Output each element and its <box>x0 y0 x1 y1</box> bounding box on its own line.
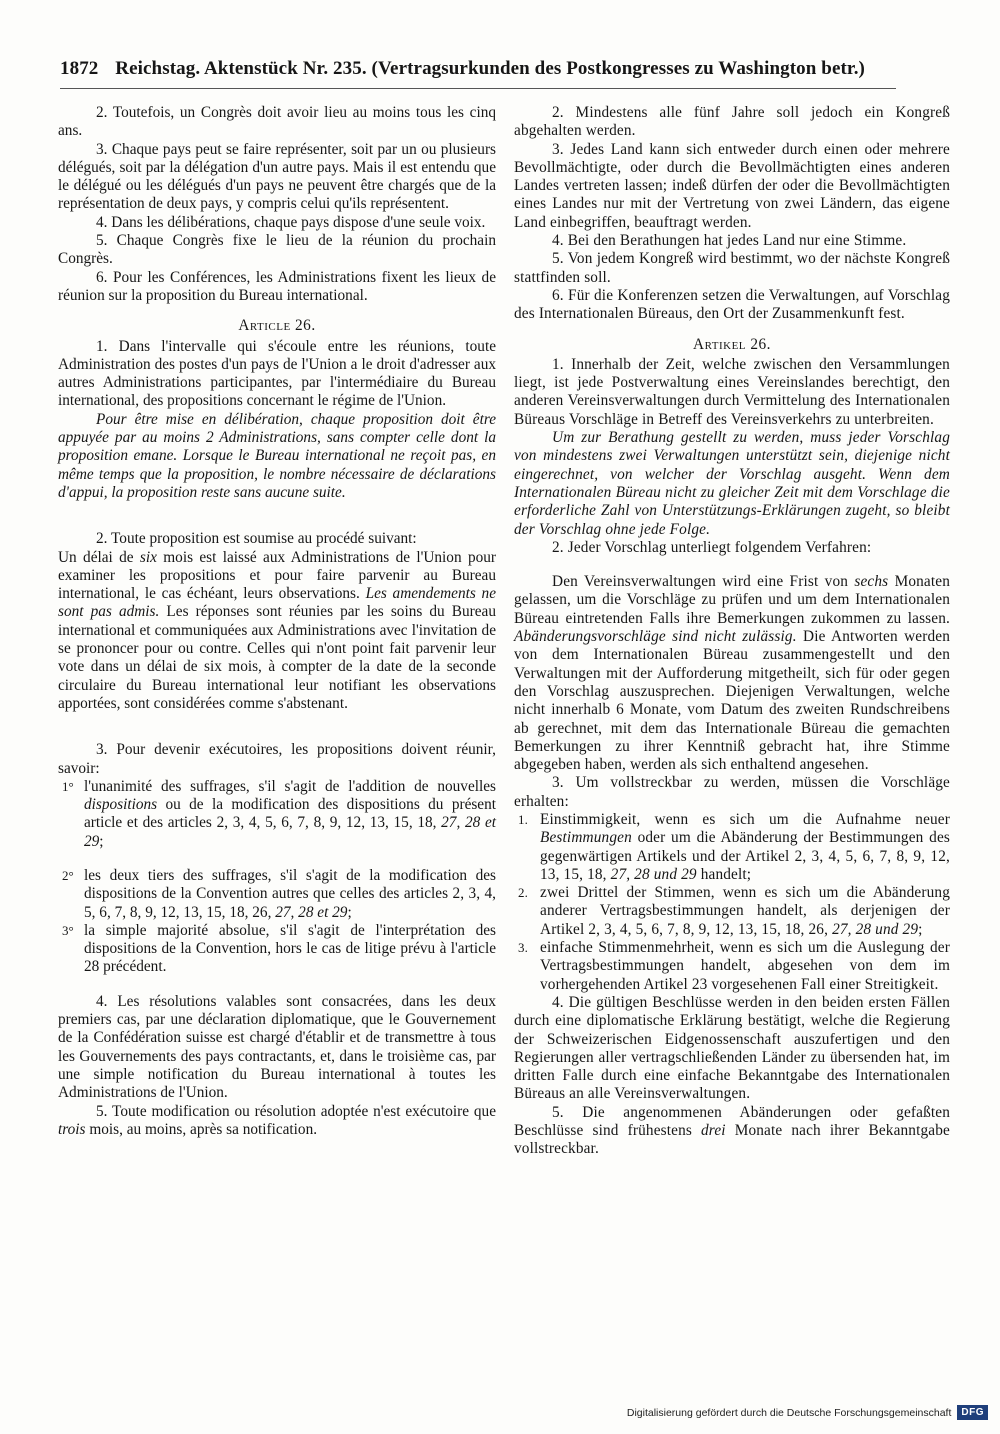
text-run: 27, 28 und 29 <box>832 920 919 938</box>
paragraph: 3. Chaque pays peut se faire représenter, soit par un ou plusieurs délégués, soit par la délégation d'un autre pays. Mais il est entendu que le délégué ou les délégués d'un pays ne peuvent être chargés que de la représentation de deux pays, y compris celui qu'ils représentent. <box>58 140 496 213</box>
list-item <box>58 778 496 851</box>
list-marker: 2. <box>518 885 529 901</box>
text-run: sechs <box>854 573 889 591</box>
text-run: Abänderungsvorschläge sind nicht zulässig. <box>514 628 797 646</box>
paragraph: 2. Toute proposition est soumise au procédé suivant: <box>96 530 417 548</box>
paragraph: 6. Pour les Conférences, les Administrations fixent les lieux de réunion sur la proposition du Bureau international. <box>58 268 496 304</box>
list-item <box>514 939 950 994</box>
paragraph: 4. Die gültigen Beschlüsse werden in den beiden ersten Fällen durch eine diplomatische Erklärung bestätigt, welche die Regierung der Schweizerischen Eidgenossenschaft auszufertigen und den Regierungen aller vertragschließenden Länder zu übersenden hat, im dritten Falle durch eine einfache Bekanntgabe des Internationalen Büreaus an alle Vereinsverwaltungen. <box>514 993 950 1103</box>
text-run: ou de la modification des dispositions du présent article et des articles 2, 3, 4, 5, 6, 7, 8, 9, 12, 13, 15, 18, <box>84 796 496 832</box>
text-run: Monate nach ihrer Bekanntgabe vollstreckbar. <box>514 1122 950 1158</box>
spacer <box>514 557 950 573</box>
text-run: Einstimmigkeit, wenn es sich um die Aufnahme neuer <box>540 810 950 828</box>
text-run: oder um die Abänderung der Bestimmungen des gegenwärtigen Artikels und der Artikel 2, 3, 4, 5, 6, 7, 8, 9, 12, 13, 15, 18, <box>540 829 950 883</box>
article-heading: Artikel 26. <box>693 335 771 353</box>
paragraph: 5. Chaque Congrès fixe le lieu de la réunion du prochain Congrès. <box>58 232 496 268</box>
list-marker: 2° <box>62 867 74 883</box>
german-column <box>514 104 950 1159</box>
text-run: einfache Stimmenmehrheit, wenn es sich um die Auslegung der Vertragsbestimmungen handelt, abgesehen von dem im vorhergehenden Artikel 23 vorgesehenen Fall einer Streitigkeit. <box>540 939 950 993</box>
list-marker: 1. <box>518 811 529 827</box>
page-number: 1872 <box>60 58 99 79</box>
text-run: Un délai de <box>58 548 140 566</box>
text-run: 27, 28 et 29 <box>275 903 348 921</box>
text-run: six <box>139 548 157 566</box>
paragraph: 4. Dans les délibérations, chaque pays dispose d'une seule voix. <box>96 213 486 231</box>
text-run: drei <box>701 1122 726 1140</box>
text-run: trois <box>58 1120 86 1138</box>
text-run: mois est laissé aux Administrations de l'Union pour examiner les propositions et pour faire parvenir au Bureau international, le cas échéant, leurs observations. <box>58 548 496 603</box>
paragraph <box>58 549 496 714</box>
paragraph: 3. Um vollstreckbar zu werden, müssen die Vorschläge erhalten: <box>514 774 950 810</box>
spacer <box>58 713 496 741</box>
french-column <box>58 104 496 1139</box>
paragraph: 1. Innerhalb der Zeit, welche zwischen den Versammlungen liegt, ist jede Postverwaltung eines Vereinslandes berechtigt, den anderen Vereinsverwaltungen durch Vermittelung des Internationalen Büreaus Vorschläge in Betreff des Vereinsverkehrs zu unterbreiten. <box>514 355 950 428</box>
paragraph: 4. Bei den Berathungen hat jedes Land nur eine Stimme. <box>552 232 907 250</box>
page-header <box>60 58 896 80</box>
paragraph <box>58 1103 496 1140</box>
list-item <box>58 867 496 922</box>
paragraph: 1. Dans l'intervalle qui s'écoule entre les réunions, toute Administration des postes d'un pays de l'Union a le droit d'adresser aux autres Administrations participantes, par l'intermédiaire du Bureau international, des propositions concernant le régime de l'Union. <box>58 337 496 410</box>
text-run: Den Vereinsverwaltungen wird eine Frist von <box>552 573 855 591</box>
text-run: Les réponses sont réunies par les soins du Bureau international et communiquées aux Administrations avec l'invitation de se prononcer pour ou contre. Celles qui n'ont point fait parvenir leur vote dans un délai de six mois, à compter de la date de la seconde circulaire du Bureau international leur notifiant les observations apportées, sont considérées comme s'abstenant. <box>58 603 496 712</box>
spacer <box>58 977 496 993</box>
text-run: ; <box>99 832 104 850</box>
list-marker: 1° <box>62 778 74 794</box>
text-run: Die Antworten werden von dem Internationalen Büreau zusammengestellt und den Verwaltungen mit der Aufforderung mitgetheilt, sich für oder gegen den Vorschlag auszusprechen. Diejenigen Verwaltungen, welche nicht innerhalb 6 Monate, vom Datum des zweiten Rundschreibens ab gerechnet, mit dem das Internationale Büreau die gemachten Bemerkungen zu ihrer Kenntniß gebracht hat, ihre Stimme abgegeben haben, werden als sich enthaltend angesehen. <box>514 628 950 774</box>
paragraph: 2. Toutefois, un Congrès doit avoir lieu au moins tous les cinq ans. <box>58 104 496 140</box>
paragraph <box>514 1104 950 1159</box>
list-item <box>514 811 950 884</box>
paragraph: 4. Les résolutions valables sont consacrées, dans les deux premiers cas, par une déclaration diplomatique, que le Gouvernement de la Confédération suisse est chargé d'établir et de transmettre à tous les Gouvernements des pays contractants, et, dans le troisième cas, par une simple notification du Bureau international à toutes les Administrations de l'Union. <box>58 992 496 1102</box>
spacer <box>58 502 496 530</box>
list-item <box>58 922 496 977</box>
text-run: la simple majorité absolue, s'il s'agit de l'interprétation des dispositions de la Convention, hors le cas de litige prévu à l'article 28 précédent. <box>84 921 496 976</box>
footer-text: Digitalisierung gefördert durch die Deutsche Forschungsgemeinschaft <box>626 1406 952 1419</box>
text-run: Monaten gelassen, um die Vorschläge zu prüfen und um dem Internationalen Büreau eintretenden Falls ihre Bemerkungen zukommen zu lassen. <box>514 573 950 627</box>
text-run: les deux tiers des suffrages, s'il s'agit de la modification des dispositions de la Convention autres que celles des articles 2, 3, 4, 5, 6, 7, 8, 9, 12, 13, 15, 18, 26, <box>84 866 496 921</box>
list-item <box>514 884 950 939</box>
paragraph: 3. Jedes Land kann sich entweder durch einen oder mehrere Bevollmächtigte, oder durch die Bevollmächtigten eines anderen Landes vertreten lassen; indeß dürfen der oder die Bevollmächtigten eines Landes nur mit der Vertretung von zwei Ländern, das eigene Land einbegriffen, beauftragt werden. <box>514 140 950 231</box>
list-marker: 3° <box>62 922 74 938</box>
text-run: ; <box>918 920 923 938</box>
text-run: l'unanimité des suffrages, s'il s'agit de l'addition de nouvelles <box>84 777 496 795</box>
paragraph: 2. Jeder Vorschlag unterliegt folgendem Verfahren: <box>552 538 872 556</box>
spacer <box>58 851 496 867</box>
text-run: Bestimmungen <box>540 829 632 847</box>
paragraph: 5. Von jedem Kongreß wird bestimmt, wo der nächste Kongreß stattfinden soll. <box>514 250 950 286</box>
text-run: 5. Toute modification ou résolution adoptée n'est exécutoire que <box>96 1102 496 1120</box>
text-run: mois, au moins, après sa notification. <box>85 1120 318 1138</box>
text-run: Les amendements ne sont pas admis. <box>58 585 496 621</box>
paragraph: 3. Pour devenir exécutoires, les propositions doivent réunir, savoir: <box>58 741 496 777</box>
header-rule <box>60 88 896 89</box>
text-run: 27, 28 et 29 <box>84 814 496 850</box>
text-run: zwei Drittel der Stimmen, wenn es sich um die Abänderung anderer Vertragsbestimmungen handelt, als derjenigen der Artikel 2, 3, 4, 5, 6, 7, 8, 9, 12, 13, 15, 18, 26, <box>540 884 950 938</box>
text-run: ; <box>347 903 352 921</box>
paragraph: 2. Mindestens alle fünf Jahre soll jedoch ein Kongreß abgehalten werden. <box>514 104 950 140</box>
text-run: 27, 28 und 29 <box>610 865 697 883</box>
text-run: dispositions <box>84 796 158 814</box>
paragraph <box>514 573 950 774</box>
digitization-footer <box>627 1405 988 1420</box>
text-run: 5. Die angenommenen Abänderungen oder gefaßten Beschlüsse sind frühestens <box>514 1103 950 1140</box>
article-heading: Article 26. <box>238 317 316 335</box>
paragraph: 6. Für die Konferenzen setzen die Verwaltungen, auf Vorschlag des Internationalen Büreaus, den Ort der Zusammenkunft fest. <box>514 286 950 323</box>
dfg-logo: DFG <box>957 1405 988 1420</box>
page-running-title: Reichstag. Aktenstück Nr. 235. (Vertragsurkunden des Postkongresses zu Washington betr.) <box>115 58 865 79</box>
text-run: handelt; <box>696 865 752 883</box>
list-marker: 3. <box>518 940 529 956</box>
italic-paragraph: Pour être mise en délibération, chaque proposition doit être appuyée par au moins 2 Administrations, sans compter celle dont la proposition emane. Lorsque le Bureau international ne reçoit pas, en même temps que la proposition, le nombre nécessaire de déclarations d'appui, la proposition reste sans aucune suite. <box>58 410 496 501</box>
italic-paragraph: Um zur Berathung gestellt zu werden, muss jeder Vorschlag von mindestens zwei Verwaltungen unterstützt sein, diejenige nicht eingerechnet, von welcher der Vorschlag ausgeht. Wenn dem Internationalen Büreau nicht zu gleicher Zeit mit dem Vorschlage die erforderliche Zahl von Unterstützungs-Erklärungen zugeht, so bleibt der Vorschlag ohne jede Folge. <box>514 429 950 538</box>
